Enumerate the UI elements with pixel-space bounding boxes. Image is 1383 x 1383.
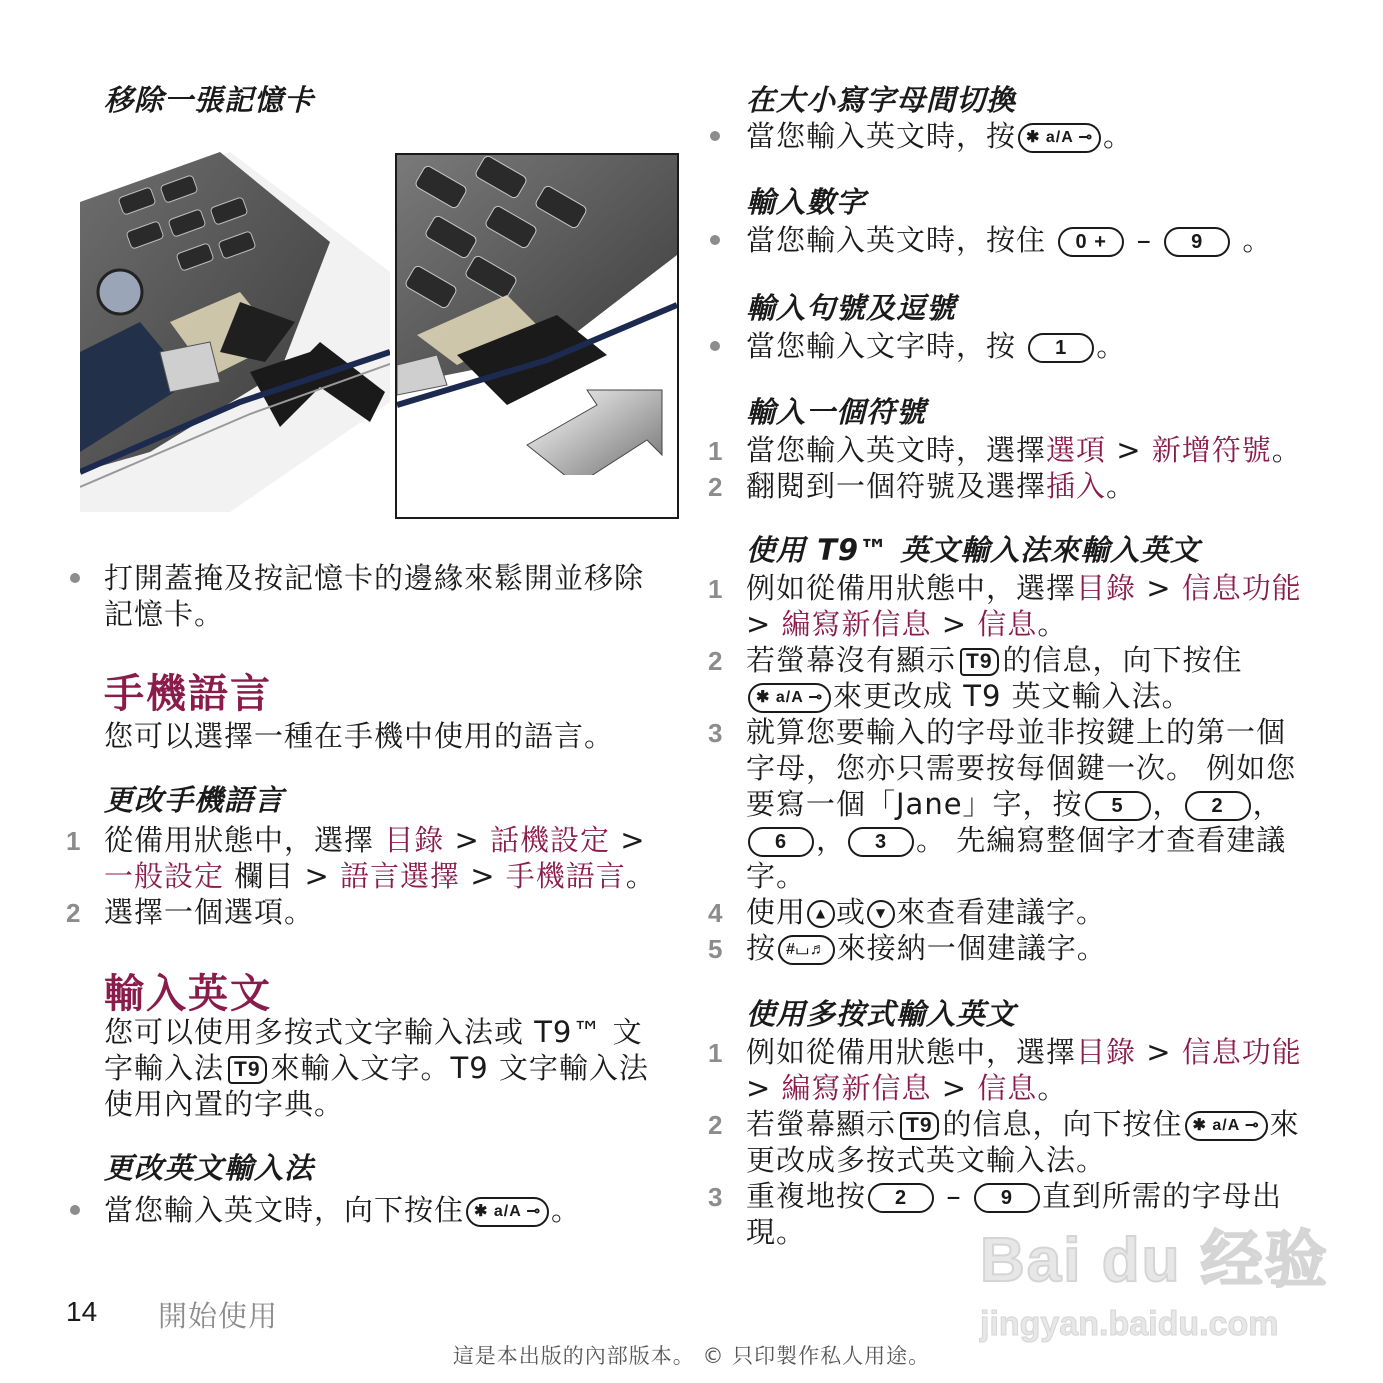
period: 。 [1037,607,1068,641]
nav-up-icon: ▲ [807,900,835,928]
period: 。 [1096,329,1127,363]
menu-link-messaging: 信息功能 [1181,1035,1302,1069]
bullet-icon [70,1205,80,1215]
watermark-brand: Bai du 经验 [980,1226,1329,1295]
step-text: 來更改成多按式英文輸入法。 [746,1107,1300,1177]
comma: ， [1152,787,1183,821]
step-text: 若螢幕沒有顯示 [746,643,957,677]
separator: > [746,607,782,641]
three-key-icon: 3 [848,827,914,857]
t9-icon: T9 [900,1112,939,1140]
step-text: 直到所需的字母出現。 [746,1179,1282,1249]
bullet-icon [710,235,720,245]
period: 。 [1103,119,1134,153]
menu-link-directory: 目錄 [1076,571,1137,605]
t9-step-3 [746,714,1306,894]
star-key-icon: ✱ a/A ⊸ [1018,123,1101,153]
separator: > [444,823,490,857]
t9-step-4 [746,894,1346,930]
star-key-icon: ✱ a/A ⊸ [1185,1111,1268,1141]
step-number: 2 [708,646,723,676]
input-english-title: 輸入英文 [104,971,272,1017]
change-language-heading: 更改手機語言 [104,783,285,817]
separator: > [746,1071,782,1105]
period: 。 [625,859,656,893]
instruction-text: 當您輸入英文時，按 [746,119,1017,153]
step-text: 的信息，向下按住 [942,1107,1183,1141]
step-text: 按 [746,931,777,965]
t9-icon: T9 [228,1056,267,1084]
menu-link-phone-settings: 話機設定 [489,823,610,857]
step-text: 就算您要輸入的字母並非按鍵上的第一個字母，您亦只需要按每個鍵一次。 例如您要寫一個「Jane」字，按 [746,715,1297,821]
step-number: 2 [708,472,723,502]
menu-link-write-new: 編寫新信息 [781,607,932,641]
two-key-icon: 2 [1185,791,1251,821]
t9-step-2 [746,642,1306,714]
change-input-heading: 更改英文輸入法 [104,1151,315,1185]
step-text: 當您輸入英文時，選擇 [746,433,1047,467]
step-text: 來接納一個建議字。 [836,931,1107,965]
change-language-step-1 [104,822,674,894]
nav-down-icon: ▼ [867,900,895,928]
instruction-text: 當您輸入文字時，按 [746,329,1017,363]
menu-link-language-select: 語言選擇 [339,859,460,893]
star-key-icon: ✱ a/A ⊸ [466,1197,549,1227]
period: 。 [1037,1071,1068,1105]
separator: > [1136,571,1182,605]
comma: ， [1252,787,1283,821]
period-text [746,328,1366,364]
menu-link-insert: 插入 [1046,469,1107,503]
remove-card-heading: 移除一張記憶卡 [104,83,315,117]
step-text: 的信息，向下按住 [1002,643,1243,677]
case-heading: 在大小寫字母間切換 [746,83,1017,117]
menu-link-message: 信息 [977,1071,1038,1105]
step-text: 重複地按 [746,1179,867,1213]
menu-link-directory: 目錄 [384,823,445,857]
symbol-heading: 輸入一個符號 [746,395,927,429]
bullet-icon [70,573,80,583]
intro-text: 您可以使用多按式文字輸入法或 T9™ 文字輸入法 [104,1015,643,1085]
step-text: 欄目 > [224,859,340,893]
dash: – [946,1179,962,1213]
baidu-watermark [980,1210,1329,1343]
step-number: 3 [708,1182,723,1212]
remove-card-text: 打開蓋掩及按記憶卡的邊緣來鬆開並移除記憶卡。 [104,561,645,631]
step-text: 或 [836,895,867,929]
menu-link-phone-language: 手機語言 [505,859,626,893]
period: 。 [1271,433,1302,467]
change-language-step-2: 選擇一個選項。 [104,895,315,929]
step-text: 例如從備用狀態中，選擇 [746,571,1077,605]
t9-icon: T9 [960,648,999,676]
phone-language-title: 手機語言 [104,671,272,717]
menu-link-add-symbol: 新增符號 [1151,433,1272,467]
star-key-icon: ✱ a/A ⊸ [748,683,831,713]
step-text: 。 先編寫整個字才查看建議字。 [746,823,1287,893]
nine-key-icon: 9 [974,1183,1040,1213]
step-text: 來查看建議字。 [896,895,1107,929]
step-text: 使用 [746,895,807,929]
step-text: 從備用狀態中，選擇 [104,823,385,857]
period: 。 [551,1193,582,1227]
step-number: 1 [708,574,723,604]
step-number: 1 [708,1038,723,1068]
multi-step-2 [746,1106,1326,1178]
input-english-intro [104,1014,664,1122]
watermark-url: jingyan.baidu.com [980,1305,1279,1343]
instruction-text: 當您輸入英文時，按住 [746,223,1047,257]
step-number: 1 [708,436,723,466]
step-text: 若螢幕顯示 [746,1107,897,1141]
menu-link-general-settings: 一般設定 [104,859,225,893]
step-text: 例如從備用狀態中，選擇 [746,1035,1077,1069]
two-key-icon: 2 [868,1183,934,1213]
period-heading: 輸入句號及逗號 [746,291,957,325]
phone-insert-card-illustration [80,152,390,512]
multitap-heading: 使用多按式輸入英文 [746,997,1017,1031]
step-number: 5 [708,934,723,964]
symbol-step-1 [746,432,1376,468]
comma: ， [816,823,847,857]
six-key-icon: 6 [748,827,814,857]
step-number: 1 [66,826,81,856]
step-number: 4 [708,898,723,928]
instruction-text: 當您輸入英文時，向下按住 [104,1193,465,1227]
t9-step-1 [746,570,1316,642]
five-key-icon: 5 [1085,791,1151,821]
step-number: 3 [708,718,723,748]
phone-language-intro: 您可以選擇一種在手機中使用的語言。 [104,719,615,753]
change-input-text [104,1192,674,1228]
symbol-step-2 [746,468,1376,504]
hash-key-icon: #⌴♬ [778,935,835,965]
footer-note: 這是本出版的內部版本。 © 只印製作私人用途。 [452,1344,931,1368]
page-number: 14 [66,1296,98,1327]
period: 。 [1242,223,1273,257]
bullet-icon [710,131,720,141]
numbers-heading: 輸入數字 [746,185,867,219]
separator: > [931,607,978,641]
step-number: 2 [66,898,81,928]
menu-link-messaging: 信息功能 [1181,571,1302,605]
case-text [746,118,1366,154]
intro-text: 來輸入文字。T9 文字輸入法使用內置的字典。 [104,1051,649,1121]
separator: > [1136,1035,1182,1069]
step-text: 來更改成 T9 英文輸入法。 [833,679,1192,713]
section-name: 開始使用 [158,1299,279,1333]
bullet-icon [710,341,720,351]
menu-link-write-new: 編寫新信息 [781,1071,932,1105]
menu-link-message: 信息 [977,607,1038,641]
nine-key-icon: 9 [1164,227,1230,257]
separator: > [1106,433,1152,467]
separator: > [460,859,506,893]
numbers-text [746,222,1366,258]
menu-link-options: 選項 [1046,433,1107,467]
multi-step-1 [746,1034,1316,1106]
zero-key-icon: 0 + [1058,227,1124,257]
one-key-icon: 1 [1028,333,1094,363]
t9-heading: 使用 T9™ 英文輸入法來輸入英文 [746,533,1201,567]
step-number: 2 [708,1110,723,1140]
dash: – [1136,223,1152,257]
t9-step-5 [746,930,1346,966]
step-text: 翻閱到一個符號及選擇 [746,469,1047,503]
period: 。 [1106,469,1137,503]
separator: > [610,823,646,857]
menu-link-directory: 目錄 [1076,1035,1137,1069]
separator: > [931,1071,978,1105]
phone-remove-card-illustration [395,153,679,519]
